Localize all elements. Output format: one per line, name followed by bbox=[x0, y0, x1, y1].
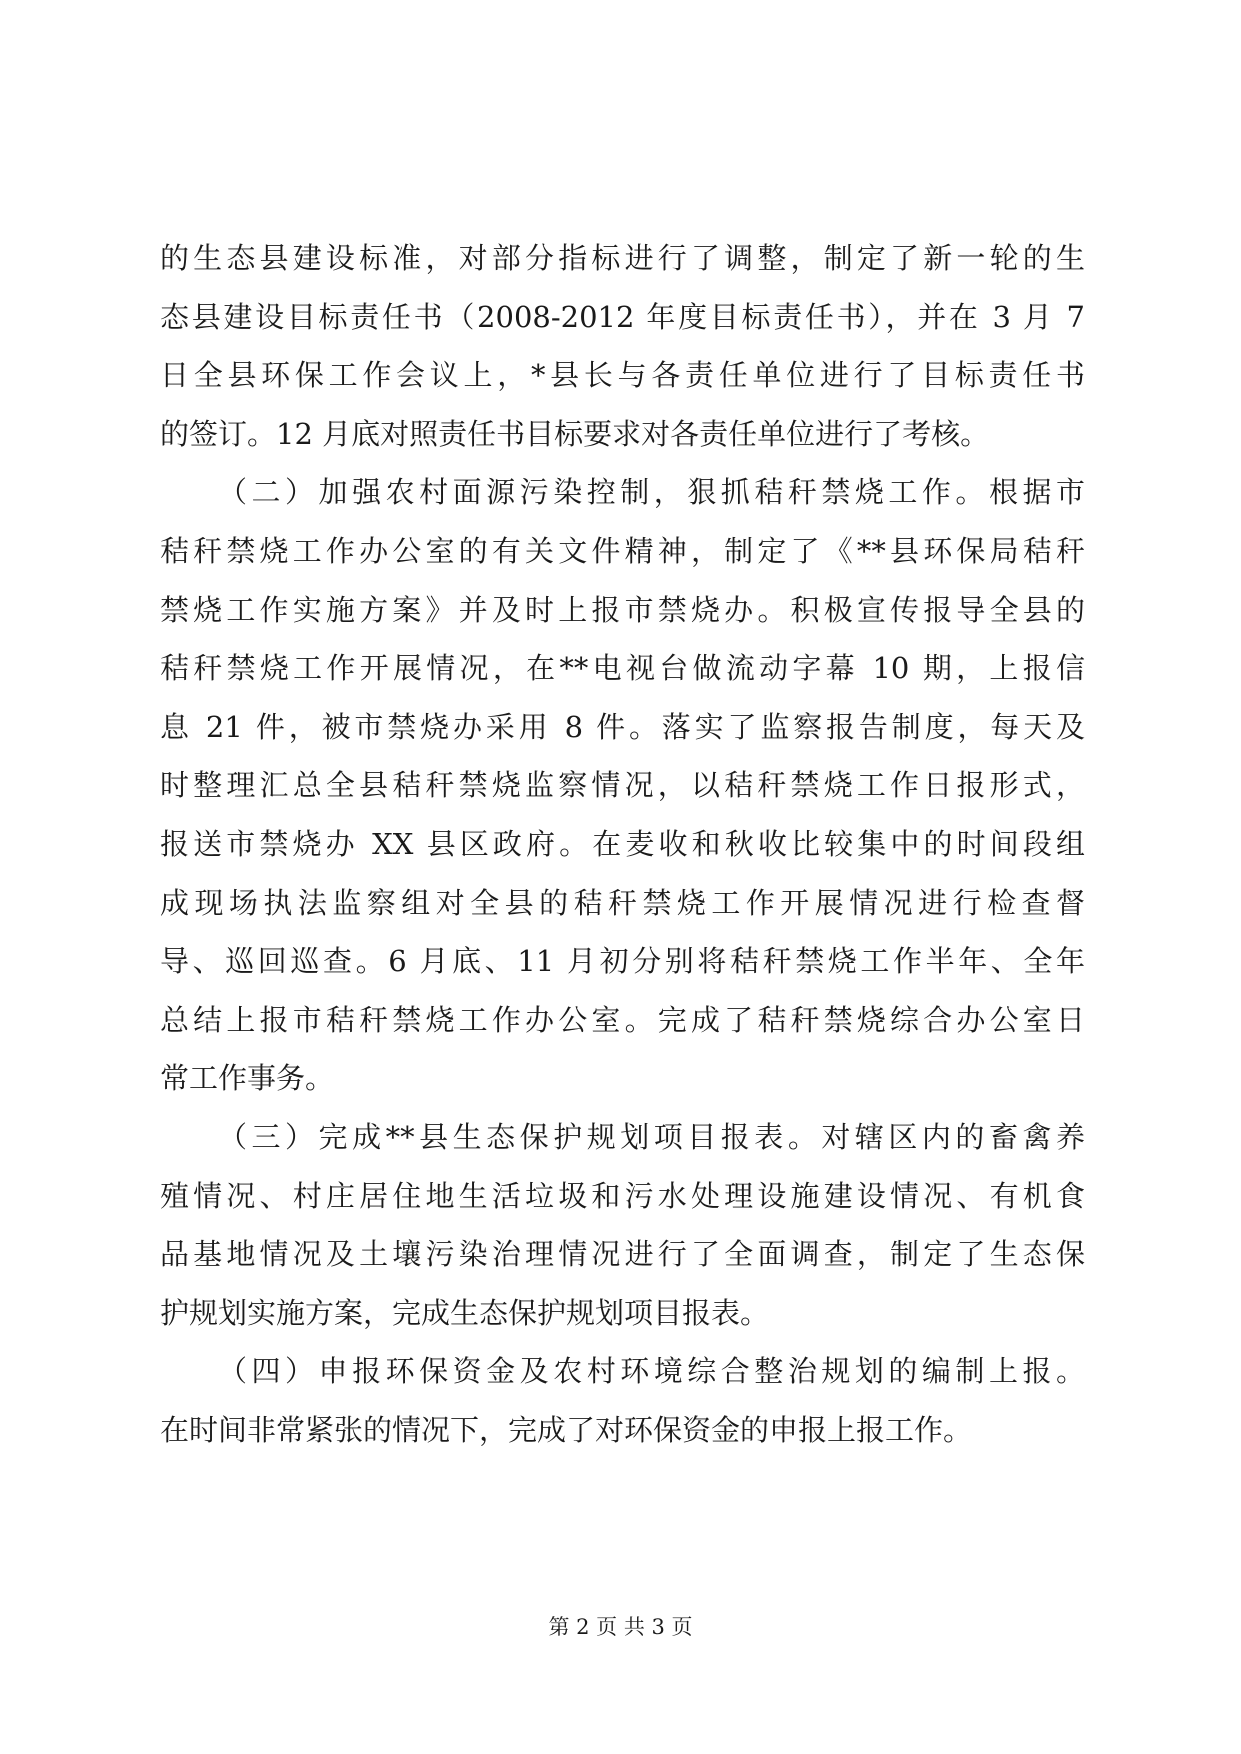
paragraph bbox=[160, 1342, 1085, 1459]
text-line: 息 21 件，被市禁烧办采用 8 件。落实了监察报告制度，每天及 bbox=[160, 709, 1085, 744]
paragraph bbox=[160, 1108, 1085, 1342]
text-line: 总结上报市秸秆禁烧工作办公室。完成了秸秆禁烧综合办公室日 bbox=[160, 1002, 1085, 1037]
page-number-footer: 第 2 页 共 3 页 bbox=[548, 1615, 693, 1639]
body-text bbox=[160, 229, 1085, 1459]
text-line: 秸秆禁烧工作办公室的有关文件精神，制定了《**县环保局秸秆 bbox=[160, 533, 1085, 568]
text-line: （四）申报环保资金及农村环境综合整治规划的编制上报。 bbox=[218, 1354, 1085, 1389]
text-line: 品基地情况及土壤污染治理情况进行了全面调查，制定了生态保 bbox=[160, 1237, 1085, 1272]
text-line: 报送市禁烧办 XX 县区政府。在麦收和秋收比较集中的时间段组 bbox=[160, 826, 1085, 861]
text-line: （二）加强农村面源污染控制，狠抓秸秆禁烧工作。根据市 bbox=[218, 475, 1085, 510]
text-line: 导、巡回巡查。6 月底、11 月初分别将秸秆禁烧工作半年、全年 bbox=[160, 944, 1085, 979]
text-line: （三）完成**县生态保护规划项目报表。对辖区内的畜禽养 bbox=[218, 1119, 1085, 1154]
text-line: 态县建设目标责任书（2008-2012 年度目标责任书），并在 3 月 7 bbox=[160, 299, 1085, 334]
text-line: 殖情况、村庄居住地生活垃圾和污水处理设施建设情况、有机食 bbox=[160, 1178, 1085, 1213]
text-line: 禁烧工作实施方案》并及时上报市禁烧办。积极宣传报导全县的 bbox=[160, 592, 1085, 627]
paragraph bbox=[160, 463, 1085, 1108]
text-line: 常工作事务。 bbox=[160, 1061, 335, 1096]
paragraph bbox=[160, 229, 1085, 463]
text-line: 时整理汇总全县秸秆禁烧监察情况，以秸秆禁烧工作日报形式， bbox=[160, 768, 1085, 803]
text-line: 日全县环保工作会议上，*县长与各责任单位进行了目标责任书 bbox=[160, 358, 1085, 393]
text-line: 的签订。12 月底对照责任书目标要求对各责任单位进行了考核。 bbox=[160, 416, 990, 451]
text-line: 的生态县建设标准，对部分指标进行了调整，制定了新一轮的生 bbox=[160, 241, 1085, 275]
text-line: 在时间非常紧张的情况下，完成了对环保资金的申报上报工作。 bbox=[160, 1412, 973, 1447]
text-line: 秸秆禁烧工作开展情况，在**电视台做流动字幕 10 期，上报信 bbox=[160, 651, 1085, 686]
text-line: 成现场执法监察组对全县的秸秆禁烧工作开展情况进行检查督 bbox=[160, 885, 1085, 920]
text-line: 护规划实施方案，完成生态保护规划项目报表。 bbox=[160, 1295, 770, 1330]
